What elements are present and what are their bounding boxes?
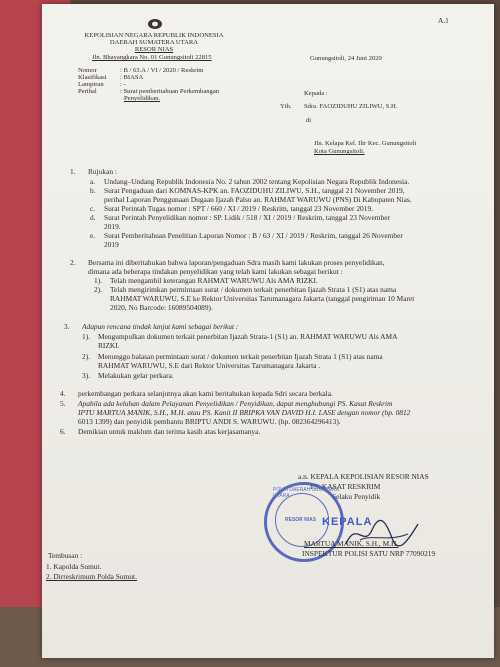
section-3-mark-2: 2). <box>82 352 91 361</box>
section-5-line3: 6013 1399) dan penyidik pembantu BRIPTU ANDI S. WARUWU. (hp. 082364296413). <box>78 417 341 426</box>
kepada-label: Kepada : <box>304 90 328 97</box>
section-2-item2-line1: Telah mengirimkan permintaan surat / dokumen terkait penerbitan Ijazah Strata 1 (S1) atas nama <box>110 285 397 294</box>
signature-authority-line2: PS. KASAT RESKRIM <box>310 482 381 491</box>
section-2-item1-line: Telah mengambil keterangan RAHMAT WARUWU Als AMA RIZKI. <box>110 276 318 285</box>
signatory-name: MARTUA MANIK, S.H., M.H. <box>304 539 399 548</box>
rujukan-d-line2: 2019. <box>104 222 121 231</box>
nomor-label: Nomor <box>78 67 97 74</box>
stamp-center-text: RESOR NIAS <box>285 517 317 523</box>
rujukan-mark-c: c. <box>90 204 96 213</box>
section-1-number: 1. <box>70 167 76 176</box>
rujukan-mark-b: b. <box>90 186 96 195</box>
stamp-ring-text: POLRI DAERAH SUMATERA UTARA <box>273 487 339 499</box>
section-3-number: 3. <box>64 322 70 331</box>
section-4-line: perkembangan perkara selanjutnya akan kami beritahukan kepada Sdri secara berkala. <box>78 389 333 398</box>
rujukan-mark-d: d. <box>90 213 96 222</box>
section-3-mark-1: 1). <box>82 332 91 341</box>
section-5-number: 5. <box>60 399 66 408</box>
section-2-item2-line2: RAHMAT WARUWU, S.E ke Rektor Universitas Tarumanagara Jakarta (tanggal pengiriman 10 Maret <box>110 294 415 303</box>
lampiran-value: : - <box>120 81 126 88</box>
yth-label: Yth. <box>280 103 292 110</box>
section-5-line1: Apabila ada keluhan dalam Pelayanan Penyelidikan / Penyidikan, dapat menghubungi PS. Kasat Reskrim <box>78 399 393 408</box>
perihal-value-cont: Penyelidikan. <box>124 95 161 102</box>
rujukan-d-line1: Surat Perintah Penyelidikan nomor : SP. Lidik / 518 / XI / 2019 / Reskrim, tanggal 23 November <box>104 213 390 222</box>
signatory-rank: INSPEKTUR POLISI SATU NRP 77090219 <box>302 549 436 558</box>
document-code: A.1 <box>438 16 449 25</box>
section-2-item2-line3: 2020, No Barcode: 16089504089). <box>110 303 213 312</box>
recipient-address1: Jln. Kelapa Kel. Ilir Kec. Gunungsitoli <box>314 140 417 147</box>
rujukan-title: Rujukan : <box>88 167 117 176</box>
rujukan-mark-e: e. <box>90 231 96 240</box>
tembusan-item-1: 1. Kapolda Sumut. <box>46 562 102 571</box>
lampiran-label: Lampiran <box>78 81 104 88</box>
agency-name-line2: DAERAH SUMATERA UTARA <box>109 39 199 46</box>
section-3-line: Adapun rencana tindak lanjut kami sebagai berikut : <box>82 322 239 331</box>
section-3-item3-line: Melakukan gelar perkara. <box>98 371 174 380</box>
stamp-overlay-text: KEPALA <box>322 516 373 528</box>
rujukan-b-line2: perihal Laporan Penggunaan Dugaan Ijazah Palsu an. RAHMAT WARUWU (PNS) Di Kabupaten Nias. <box>104 195 412 204</box>
nomor-value: : B / 63.A / VI / 2020 / Reskrim <box>120 67 204 74</box>
signature-authority-line1: a.n. KEPALA KEPOLISIAN RESOR NIAS <box>298 472 429 481</box>
rujukan-mark-a: a. <box>90 177 96 186</box>
section-6-number: 6. <box>60 427 66 436</box>
perihal-label: Perihal <box>78 88 97 95</box>
agency-name-line1: KEPOLISIAN NEGARA REPUBLIK INDONESIA <box>84 32 224 39</box>
signature-authority-line3: Selaku Penyidik <box>332 492 381 501</box>
section-2-line1: Bersama ini diberitahukan bahwa laporan/pengaduan Sdra masih kami lakukan proses penyelidikan, <box>88 258 385 267</box>
agency-address: Jln. Bhayangkara No. 01 Gunungsitoli 22815 <box>92 54 212 61</box>
perihal-value: : Surat pemberitahuan Perkembangan <box>120 88 220 95</box>
recipient-name: Sdra. FAOZIDUHU ZILIWU, S.H. <box>304 103 398 110</box>
letter-paper <box>42 4 494 658</box>
section-2-mark-1: 1). <box>94 276 103 285</box>
agency-name-line3: RESOR NIAS <box>134 46 174 53</box>
section-3-item1-line1: Mengumpulkan dokumen terkait penerbitan Ijazah Strata-1 (S1) an. RAHMAT WARUWU Als AMA <box>98 332 398 341</box>
section-2-mark-2: 2). <box>94 285 103 294</box>
section-2-number: 2. <box>70 258 76 267</box>
rujukan-b-line1: Surat Pengaduan dari KOMNAS-KPK an. FAOZIDUHU ZILIWU, S.H., tanggal 21 November 2019, <box>104 186 405 195</box>
rujukan-c-line: Surat Perintah Tugas nomor : SPT / 660 / XI / 2019 / Reskrim, tanggal 23 November 2019. <box>104 204 373 213</box>
section-3-item2-line1: Menunggu balasan permintaan surat / dokumen terkait penerbitan Ijazah Strata 1 (S1) atas nama <box>98 352 383 361</box>
section-4-number: 4. <box>60 389 66 398</box>
recipient-di: di <box>306 117 312 124</box>
section-3-item2-line2: RAHMAT WARUWU, S.E dari Rektor Universitas Tarumanagara Jakarta . <box>98 361 321 370</box>
section-2-line2: dimana ada beberapa tindakan penyelidikan yang telah kami lakukan sebagai berikut : <box>88 267 343 276</box>
section-3-mark-3: 3). <box>82 371 91 380</box>
rujukan-e-line1: Surat Pemberitahuan Penelitian Laporan Nomor : B / 63 / XI / 2019 / Reskrim, tanggal 26 November <box>104 231 403 240</box>
tembusan-title: Tembusan : <box>48 551 83 560</box>
rujukan-e-line2: 2019 <box>104 240 119 249</box>
rujukan-a-line: Undang–Undang Republik Indonesia No. 2 tahun 2002 tentang Kepolisian Negara Republik Indonesia. <box>104 177 410 186</box>
section-5-line2: IPTU MARTUA MANIK, S.H., M.H. atau PS. Kanit II BRIPKA VAN DAVID H.I. LASE dengan nomor (hp. 0812 <box>78 408 411 417</box>
klasifikasi-label: Klasifikasi <box>78 74 107 81</box>
tembusan-item-2: 2. Dirreskrimum Polda Sumut. <box>46 572 137 581</box>
section-3-item1-line2: RIZKI. <box>98 341 120 350</box>
police-emblem-icon <box>147 18 163 30</box>
section-6-line: Demikian untuk maklum dan terima kasih atas kerjasamanya. <box>78 427 261 436</box>
recipient-address2: Kota Gunungsitoli. <box>314 148 365 155</box>
klasifikasi-value: : BIASA <box>120 74 144 81</box>
place-date: Gunungsitoli, 24 Juni 2020 <box>310 55 382 62</box>
